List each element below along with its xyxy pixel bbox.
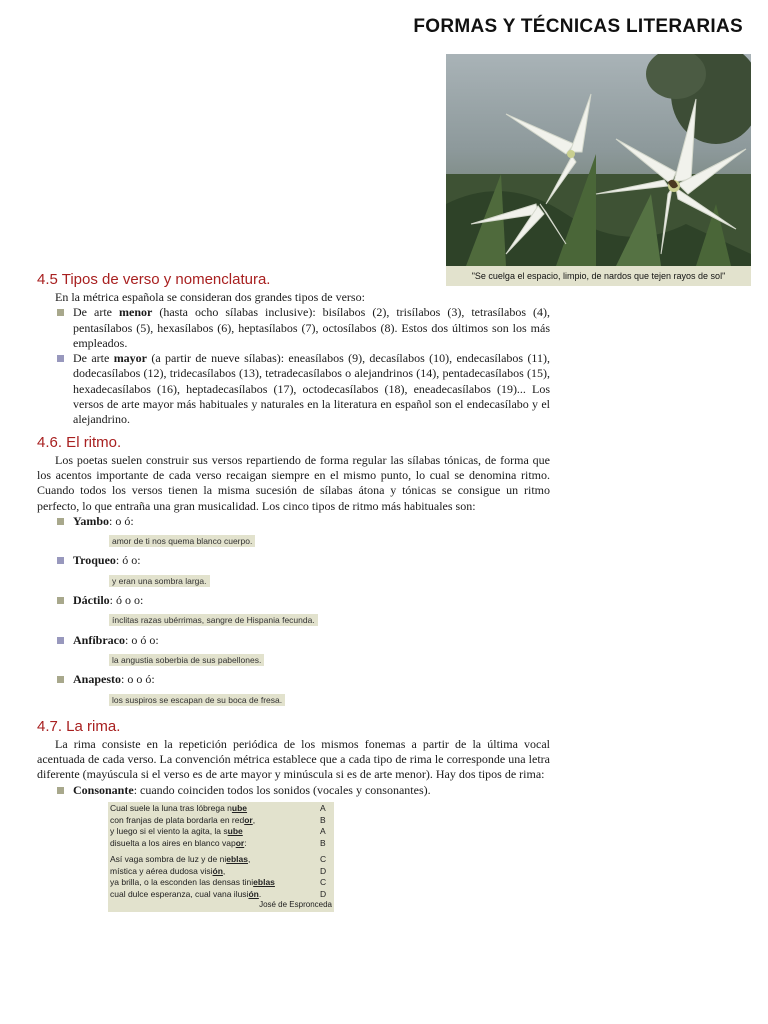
- poem-line: cual dulce esperanza, cual vana ilusión. D: [110, 889, 332, 901]
- rhyme-letter: A: [320, 826, 326, 837]
- rhyme-letter: D: [320, 888, 327, 899]
- rhyme-letter: B: [320, 814, 326, 825]
- list-item: Yambo: o ó: amor de ti nos quema blanco cuerpo.: [73, 514, 550, 549]
- bullet-square-icon: [57, 309, 64, 316]
- bullet-square-icon: [57, 637, 64, 644]
- list-item: Dáctilo: ó o o: ínclitas razas ubérrimas, sangre de Hispania fecunda.: [73, 593, 550, 628]
- bullet-square-icon: [57, 355, 64, 362]
- poem-author: José de Espronceda: [259, 900, 332, 910]
- section-paragraph: La rima consiste en la repetición periódica de los mismos fonemas a partir de la última vocal acentuada de cada verso. La convención métrica establece que a cada tipo de rima le corresponde una letra diferente (mayúscula si el verso es de arte mayor y minúscula si es de arte menor). Hay dos tipos de rima:: [37, 736, 550, 782]
- example-verse: ínclitas razas ubérrimas, sangre de Hispania fecunda.: [109, 614, 318, 626]
- poem-example: [108, 802, 334, 912]
- example-verse: los suspiros se escapan de su boca de fresa.: [109, 694, 285, 706]
- rhythm-list: [37, 514, 550, 707]
- poem-line: y luego si el viento la agita, la sube A: [110, 826, 332, 838]
- example-verse: la angustia soberbia de sus pabellones.: [109, 654, 264, 666]
- poem-line: Cual suele la luna tras lóbrega nube A: [110, 803, 332, 815]
- poem-line: ya brilla, o la esconden las densas tinieblas C: [110, 877, 332, 889]
- list-item: Consonante: cuando coinciden todos los sonidos (vocales y consonantes).: [73, 783, 550, 798]
- list-item: De arte mayor (a partir de nueve sílabas): eneasílabos (9), decasílabos (10), endecasílabos (11), dodecasílabos (12), tridecasílabos (13), tetradecasílabos o alejandrinos (14), pentadecasílabos (15), hexadecasílabos (16), heptadecasílabos (17), octodecasílabos (18), eneadecasílabos (19)... Los versos de arte mayor más habituales y naturales en la literatura en español son el endecasílabo y el alejandrino.: [73, 351, 550, 427]
- poem-line: mística y aérea dudosa visión, D: [110, 866, 332, 878]
- rhyme-letter: D: [320, 865, 327, 876]
- bullet-square-icon: [57, 518, 64, 525]
- list-item: De arte menor (hasta ocho sílabas inclusive): bisílabos (2), trisílabos (3), tetrasílabos (4), pentasílabos (5), hexasílabos (6), heptasílabos (7), octosílabos (8). Estos dos últimos son los más empleados.: [73, 305, 550, 351]
- list-item: Anapesto: o o ó: los suspiros se escapan de su boca de fresa.: [73, 672, 550, 707]
- example-verse: amor de ti nos quema blanco cuerpo.: [109, 535, 255, 547]
- lily-photo: [446, 54, 751, 266]
- bullet-square-icon: [57, 787, 64, 794]
- verse-type-list: [37, 305, 550, 427]
- section-title-ritmo: 4.6. El ritmo.: [37, 433, 122, 451]
- section-paragraph: Los poetas suelen construir sus versos repartiendo de forma regular las sílabas tónicas, de forma que los acentos importante de cada verso recaigan siempre en el mismo punto, lo cual se denomina ritmo. Cuando todos los versos tienen la misma sucesión de sílabas átona y tónicas se consigue un ritmo perfecto, lo que entraña una gran musicalidad. Los cinco tipos de ritmo más habituales son:: [37, 452, 550, 513]
- rhyme-letter: C: [320, 854, 327, 865]
- photo-caption: "Se cuelga el espacio, limpio, de nardos que tejen rayos de sol": [446, 266, 751, 286]
- example-verse: y eran una sombra larga.: [109, 575, 210, 587]
- section-title-tipos-de-verso: 4.5 Tipos de verso y nomenclatura.: [37, 271, 271, 288]
- section-intro: En la métrica española se consideran dos grandes tipos de verso:: [55, 290, 365, 304]
- rhyme-type-list: [37, 783, 550, 798]
- main-content: [37, 270, 550, 912]
- page-header-title: FORMAS Y TÉCNICAS LITERARIAS: [413, 16, 743, 37]
- bullet-square-icon: [57, 676, 64, 683]
- section-title-rima: 4.7. La rima.: [37, 717, 121, 735]
- list-item: Anfíbraco: o ó o: la angustia soberbia de sus pabellones.: [73, 633, 550, 668]
- poem-line: Así vaga sombra de luz y de nieblas, C: [110, 854, 332, 866]
- rhyme-letter: B: [320, 837, 326, 848]
- rhyme-letter: A: [320, 803, 326, 814]
- bullet-square-icon: [57, 597, 64, 604]
- poem-line: disuelta a los aires en blanco vapor: B: [110, 838, 332, 850]
- bullet-square-icon: [57, 557, 64, 564]
- rhyme-letter: C: [320, 877, 327, 888]
- poem-line: con franjas de plata bordarla en redor, B: [110, 815, 332, 827]
- list-item: Troqueo: ó o: y eran una sombra larga.: [73, 553, 550, 588]
